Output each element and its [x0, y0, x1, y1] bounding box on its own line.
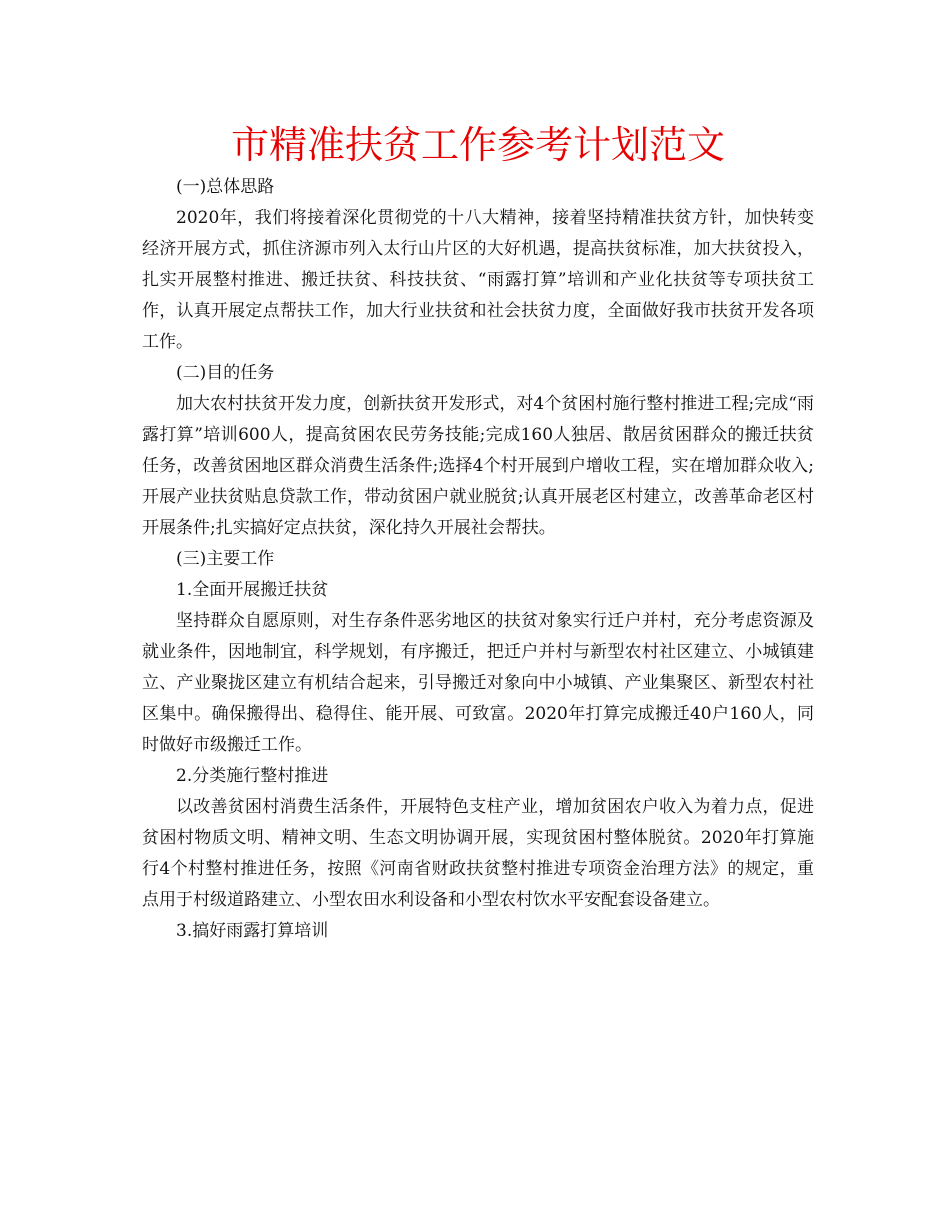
paragraph: 2020年，我们将接着深化贯彻党的十八大精神，接着坚持精准扶贫方针，加快转变经济开展方式，抓住济源市列入太行山片区的大好机遇，提高扶贫标准，加大扶贫投入，扎实开展整村推进、搬迁扶贫、科技扶贫、“雨露打算”培训和产业化扶贫等专项扶贫工作，认真开展定点帮扶工作，加大行业扶贫和社会扶贫力度，全面做好我市扶贫开发各项工作。 — [142, 208, 814, 352]
section-heading: (二)目的任务 — [176, 363, 275, 383]
paragraph: 坚持群众自愿原则，对生存条件恶劣地区的扶贫对象实行迁户并村，充分考虑资源及就业条件，因地制宜，科学规划，有序搬迁，把迁户并村与新型农村社区建立、小城镇建立、产业聚拢区建立有机结合起来，引导搬迁对象向中小城镇、产业集聚区、新型农村社区集中。确保搬得出、稳得住、能开展、可致富。2020年打算完成搬迁40户160人，同时做好市级搬迁工作。 — [142, 611, 814, 755]
paragraph: 加大农村扶贫开发力度，创新扶贫开发形式，对4个贫困村施行整村推进工程;完成“雨露打算”培训600人，提高贫困农民劳务技能;完成160人独居、散居贫困群众的搬迁扶贫任务，改善贫困地区群众消费生活条件;选择4个村开展到户增收工程，实在增加群众收入;开展产业扶贫贴息贷款工作，带动贫困户就业脱贫;认真开展老区村建立，改善革命老区村开展条件;扎实搞好定点扶贫，深化持久开展社会帮扶。 — [142, 394, 814, 538]
section-heading: (三)主要工作 — [176, 549, 275, 569]
section-heading: (一)总体思路 — [176, 177, 275, 197]
section-heading: 1.全面开展搬迁扶贫 — [176, 580, 329, 600]
section-heading: 2.分类施行整村推进 — [176, 766, 329, 786]
document-body — [142, 172, 814, 947]
document-title: 市精准扶贫工作参考计划范文 — [230, 123, 725, 167]
section-heading: 3.搞好雨露打算培训 — [176, 921, 329, 941]
document-page — [142, 118, 814, 947]
paragraph: 以改善贫困村消费生活条件，开展特色支柱产业，增加贫困农户收入为着力点，促进贫困村物质文明、精神文明、生态文明协调开展，实现贫困村整体脱贫。2020年打算施行4个村整村推进任务，按照《河南省财政扶贫整村推进专项资金治理方法》的规定，重点用于村级道路建立、小型农田水利设备和小型农村饮水平安配套设备建立。 — [142, 797, 814, 910]
